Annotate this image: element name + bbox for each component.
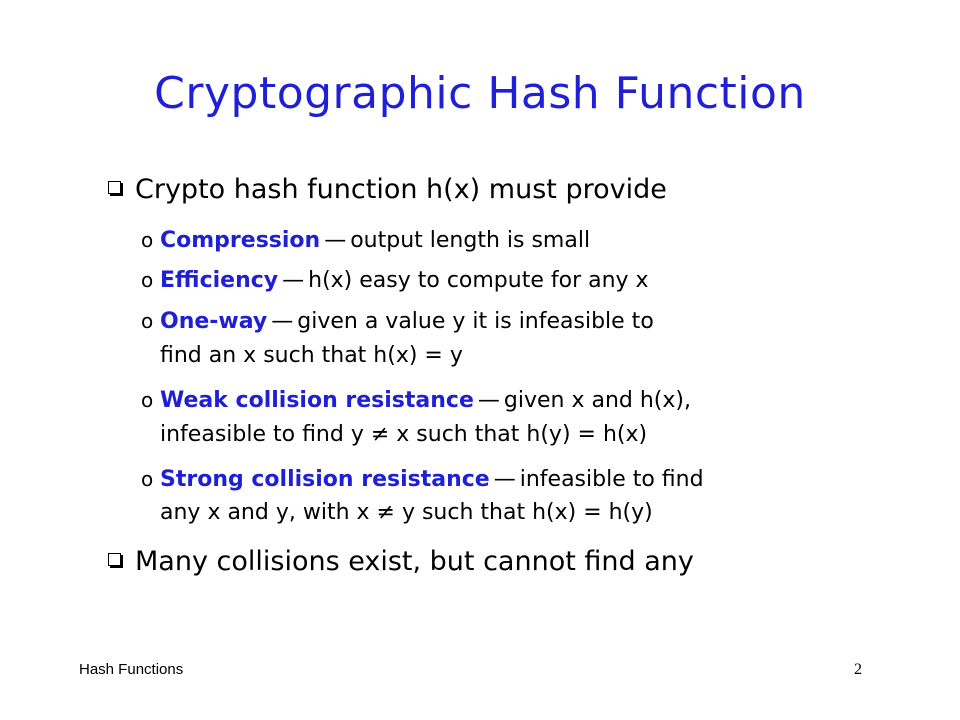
subitem-term: Efficiency [160,268,279,293]
subitem-weak-collision [141,388,691,413]
subitem-compression [141,228,590,253]
em-dash: — [493,467,516,492]
subitem-text: h(x) easy to compute for any x [308,268,649,293]
subitem-text: infeasible to find [519,467,704,492]
subitem-one-way-cont: find an x such that h(x) = y [160,343,463,368]
em-dash: — [477,388,500,413]
bullet-1-text: Crypto hash function h(x) must provide [135,174,667,205]
em-dash: — [282,268,305,293]
circle-bullet-icon: o [141,228,154,252]
subitem-text: given x and h(x), [503,388,691,413]
subitem-term: Weak collision resistance [160,388,474,413]
subitem-weak-collision-cont: infeasible to find y ≠ x such that h(y) = h(x) [160,422,648,447]
circle-bullet-icon: o [141,309,154,333]
subitem-one-way [141,309,654,334]
em-dash: — [271,309,294,334]
square-bullet-icon [108,181,121,194]
circle-bullet-icon: o [141,467,154,491]
bullet-2 [108,546,694,577]
subitem-strong-collision [141,467,704,492]
subitem-term: One-way [160,309,268,334]
page-number: 2 [854,661,862,678]
subitem-term: Compression [160,228,321,253]
bullet-2-text: Many collisions exist, but cannot find any [135,546,694,577]
subitem-term: Strong collision resistance [160,467,490,492]
circle-bullet-icon: o [141,268,154,292]
footer-label: Hash Functions [79,661,184,678]
bullet-1 [108,174,667,205]
subitem-strong-collision-cont: any x and y, with x ≠ y such that h(x) = h(y) [160,500,653,525]
em-dash: — [324,228,347,253]
subitem-text: given a value y it is infeasible to [297,309,654,334]
slide-title: Cryptographic Hash Function [154,68,806,119]
square-bullet-icon [108,553,121,566]
circle-bullet-icon: o [141,388,154,412]
subitem-text: output length is small [350,228,591,253]
subitem-efficiency [141,268,649,293]
